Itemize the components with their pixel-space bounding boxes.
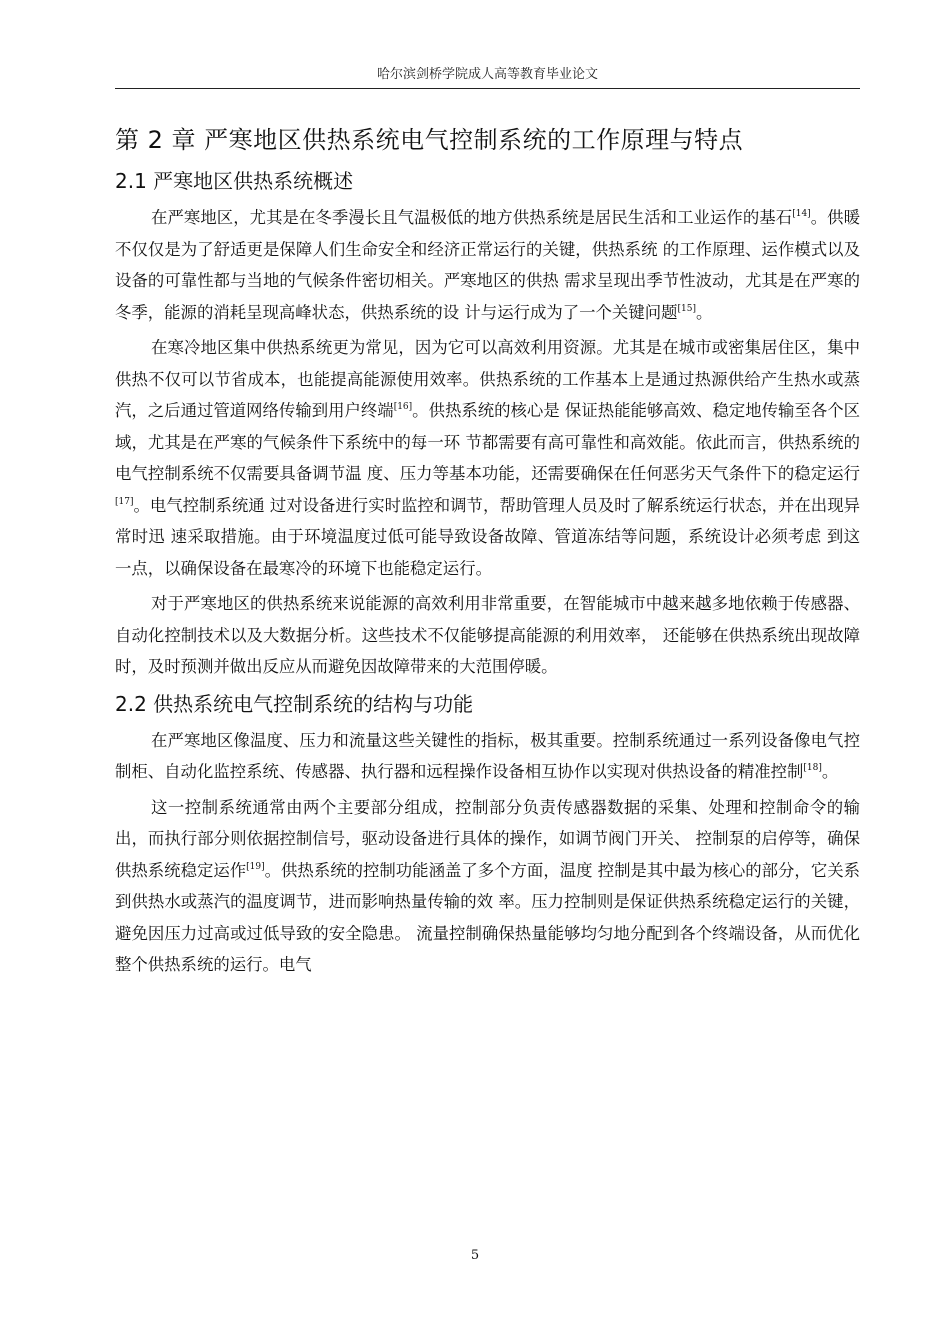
paragraph xyxy=(115,588,860,683)
running-header-title: 哈尔滨剑桥学院成人高等教育毕业论文 xyxy=(376,67,598,82)
page-number: 5 xyxy=(470,1248,480,1263)
paragraph-text: 。 xyxy=(821,762,839,781)
paragraph-text: 。电气控制系统通 过对设备进行实时监控和调节，帮助管理人员及时了解系统运行状态，并在出现异常时迅 速采取措施。由于环境温度过低可能导致设备故障、管道冻结等问题，系统设计必须考虑 到这一点，以确保设备在最寒冷的环境下也能稳定运行。 xyxy=(115,495,860,578)
paragraph-text: 。供热系统的核心是 保证热能能够高效、稳定地传输至各个区域，尤其是在严寒的气候条件下系统中的每一环 节都需要有高可靠性和高效能。依此而言，供热系统的电气控制系统不仅需要具备调节温 度、压力等基本功能，还需要确保在任何恶劣天气条件下的稳定运行 xyxy=(115,401,860,483)
paragraph-text: 。供暖不仅仅是为了舒适更是保障人们生命安全和经济正常运行的关键，供热系统 的工作原理、运作模式以及设备的可靠性都与当地的气候条件密切相关。严寒地区的供热 需求呈现出季节性波动，尤其是在严寒的冬季，能源的消耗呈现高峰状态，供热系统的设 计与运行成为了一个关键问题 xyxy=(115,208,861,322)
paragraph-text: 。供热系统的控制功能涵盖了多个方面，温度 控制是其中最为核心的部分，它关系到供热水或蒸汽的温度调节，进而影响热量传输的效 率。压力控制则是保证供热系统稳定运行的关键，避免因压力过高或过低导致的安全隐患。 流量控制确保热量能够均匀地分配到各个终端设备，从而优化整个供热系统的运行。电气 xyxy=(115,860,861,974)
paragraph-text: 这一控制系统通常由两个主要部分组成，控制部分负责传感器数据的采集、处理和控制命令的输出，而执行部分则依据控制信号，驱动设备进行具体的操作，如调节阀门开关、 控制泵的启停等，确保供热系统稳定运作 xyxy=(115,797,860,880)
section-heading-2-2: 2.2 供热系统电气控制系统的结构与功能 xyxy=(115,691,474,716)
paragraph xyxy=(115,725,860,788)
citation: [16] xyxy=(393,402,413,412)
citation: [15] xyxy=(677,303,696,314)
paragraph-text: 在寒冷地区集中供热系统更为常见，因为它可以高效利用资源。尤其是在城市或密集居住区，集中供热不仅可以节省成本，也能提高能源使用效率。供热系统的工作基本上是通过热源供给产生热水或蒸汽，之后通过管道网络传输到用户终端 xyxy=(115,338,860,420)
section-heading-2-1: 2.1 严寒地区供热系统概述 xyxy=(115,169,354,193)
citation: [17] xyxy=(115,496,134,507)
page-body xyxy=(115,122,860,985)
paragraph-text: 在严寒地区，尤其是在冬季漫长且气温极低的地方供热系统是居民生活和工业运作的基石 xyxy=(151,208,793,227)
citation: [19] xyxy=(246,861,265,872)
paragraph-text: 在严寒地区像温度、压力和流量这些关键性的指标，极其重要。控制系统通过一系列设备像电气控制柜、自动化监控系统、传感器、执行器和远程操作设备相互协作以实现对供热设备的精准控制 xyxy=(115,730,860,781)
chapter-title: 第 2 章 严寒地区供热系统电气控制系统的工作原理与特点 xyxy=(115,126,744,154)
paragraph-text: 。 xyxy=(695,302,713,322)
paragraph-text: 对于严寒地区的供热系统来说能源的高效利用非常重要，在智能城市中越来越多地依赖于传感器、 自动化控制技术以及大数据分析。这些技术不仅能够提高能源的利用效率， 还能够在供热系统出现故障时，及时预测并做出反应从而避免因故障带来的大范围停暖。 xyxy=(115,594,860,676)
citation: [18] xyxy=(803,763,822,773)
running-header xyxy=(115,62,860,89)
paragraph xyxy=(115,202,860,328)
paragraph xyxy=(115,332,860,584)
paragraph xyxy=(115,792,860,981)
citation: [14] xyxy=(792,209,811,219)
